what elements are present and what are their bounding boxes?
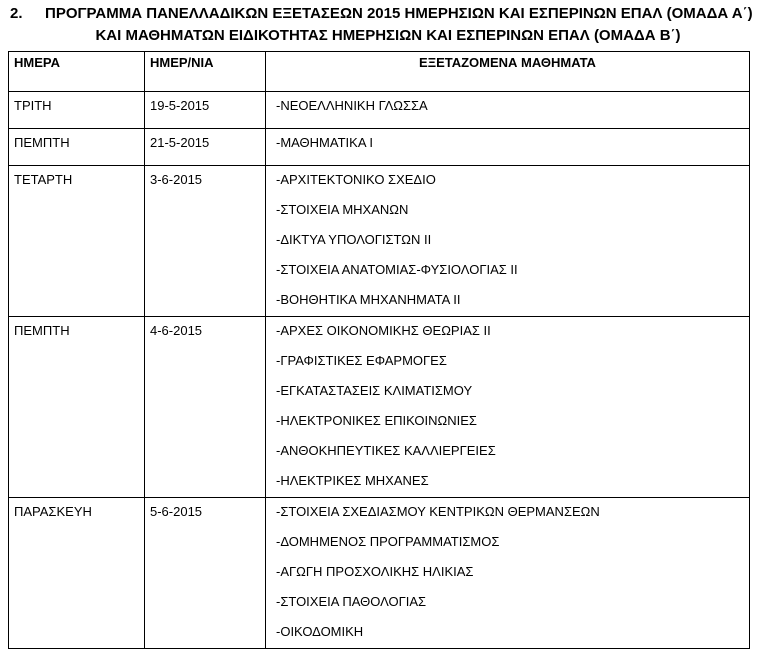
day-text: ΠΑΡΑΣΚΕΥΗ [14,504,92,519]
cell-date [145,317,266,498]
day-text: ΠΕΜΠΤΗ [14,135,70,150]
subject-item: -ΑΓΩΓΗ ΠΡΟΣΧΟΛΙΚΗΣ ΗΛΙΚΙΑΣ [276,564,474,579]
cell-day [9,166,145,317]
document-title [0,4,770,46]
cell-subjects [266,129,750,166]
cell-day [9,129,145,166]
exam-schedule-table [8,51,750,649]
table-body [9,92,750,649]
cell-subjects [266,317,750,498]
date-text: 5-6-2015 [150,504,203,519]
table-row [9,166,750,317]
date-text: 21-5-2015 [150,135,210,150]
subject-item: -ΑΡΧΙΤΕΚΤΟΝΙΚΟ ΣΧΕΔΙΟ [276,172,436,187]
day-text: ΤΡΙΤΗ [14,98,52,113]
subject-item: -ΣΤΟΙΧΕΙΑ ΣΧΕΔΙΑΣΜΟΥ ΚΕΝΤΡΙΚΩΝ ΘΕΡΜΑΝΣΕΩΝ [276,504,600,519]
cell-date [145,92,266,129]
cell-date [145,166,266,317]
cell-day [9,92,145,129]
subject-item: -ΣΤΟΙΧΕΙΑ ΑΝΑΤΟΜΙΑΣ-ΦΥΣΙΟΛΟΓΙΑΣ ΙΙ [276,262,518,277]
cell-subjects [266,498,750,649]
cell-subjects [266,92,750,129]
cell-day [9,317,145,498]
table-row [9,317,750,498]
subject-item: -ΒΟΗΘΗΤΙΚΑ ΜΗΧΑΝΗΜΑΤΑ ΙΙ [276,292,461,307]
section-number: 2. [10,5,23,22]
subject-item: -ΟΙΚΟΔΟΜΙΚΗ [276,624,364,639]
day-text: ΤΕΤΑΡΤΗ [14,172,73,187]
subject-item: -ΝΕΟΕΛΛΗΝΙΚΗ ΓΛΩΣΣΑ [276,98,428,113]
title-line-1 [0,4,770,24]
table-header-row [9,52,750,92]
header-date: ΗΜΕΡ/ΝΙΑ [145,52,266,92]
subject-item: -ΕΓΚΑΤΑΣΤΑΣΕΙΣ ΚΛΙΜΑΤΙΣΜΟΥ [276,383,473,398]
subject-item: -ΗΛΕΚΤΡΙΚΕΣ ΜΗΧΑΝΕΣ [276,473,429,488]
cell-subjects [266,166,750,317]
subject-item: -ΑΡΧΕΣ ΟΙΚΟΝΟΜΙΚΗΣ ΘΕΩΡΙΑΣ ΙΙ [276,323,491,338]
subject-item: -ΔΟΜΗΜΕΝΟΣ ΠΡΟΓΡΑΜΜΑΤΙΣΜΟΣ [276,534,500,549]
subject-item: -ΔΙΚΤΥΑ ΥΠΟΛΟΓΙΣΤΩΝ ΙΙ [276,232,432,247]
date-text: 4-6-2015 [150,323,203,338]
subject-item: -ΣΤΟΙΧΕΙΑ ΠΑΘΟΛΟΓΙΑΣ [276,594,427,609]
table-row [9,92,750,129]
table-row [9,498,750,649]
subject-item: -ΣΤΟΙΧΕΙΑ ΜΗΧΑΝΩΝ [276,202,409,217]
title-text-1: ΠΡΟΓΡΑΜΜΑ ΠΑΝΕΛΛΑΔΙΚΩΝ ΕΞΕΤΑΣΕΩΝ 2015 ΗΜΕΡΗΣΙΩΝ ΚΑΙ ΕΣΠΕΡΙΝΩΝ ΕΠΑΛ (ΟΜΑΔΑ Α΄) [45,5,753,22]
header-subjects: ΕΞΕΤΑΖΟΜΕΝΑ ΜΑΘΗΜΑΤΑ [266,52,750,92]
header-day: ΗΜΕΡΑ [9,52,145,92]
date-text: 19-5-2015 [150,98,210,113]
cell-date [145,498,266,649]
day-text: ΠΕΜΠΤΗ [14,323,70,338]
date-text: 3-6-2015 [150,172,203,187]
cell-day [9,498,145,649]
subject-item: -ΓΡΑΦΙΣΤΙΚΕΣ ΕΦΑΡΜΟΓΕΣ [276,353,447,368]
subject-item: -ΑΝΘΟΚΗΠΕΥΤΙΚΕΣ ΚΑΛΛΙΕΡΓΕΙΕΣ [276,443,496,458]
subject-item: -ΜΑΘΗΜΑΤΙΚΑ Ι [276,135,373,150]
table-row [9,129,750,166]
title-line-2: ΚΑΙ ΜΑΘΗΜΑΤΩΝ ΕΙΔΙΚΟΤΗΤΑΣ ΗΜΕΡΗΣΙΩΝ ΚΑΙ ΕΣΠΕΡΙΝΩΝ ΕΠΑΛ (ΟΜΑΔΑ Β΄) [95,27,681,44]
subject-item: -ΗΛΕΚΤΡΟΝΙΚΕΣ ΕΠΙΚΟΙΝΩΝΙΕΣ [276,413,477,428]
cell-date [145,129,266,166]
